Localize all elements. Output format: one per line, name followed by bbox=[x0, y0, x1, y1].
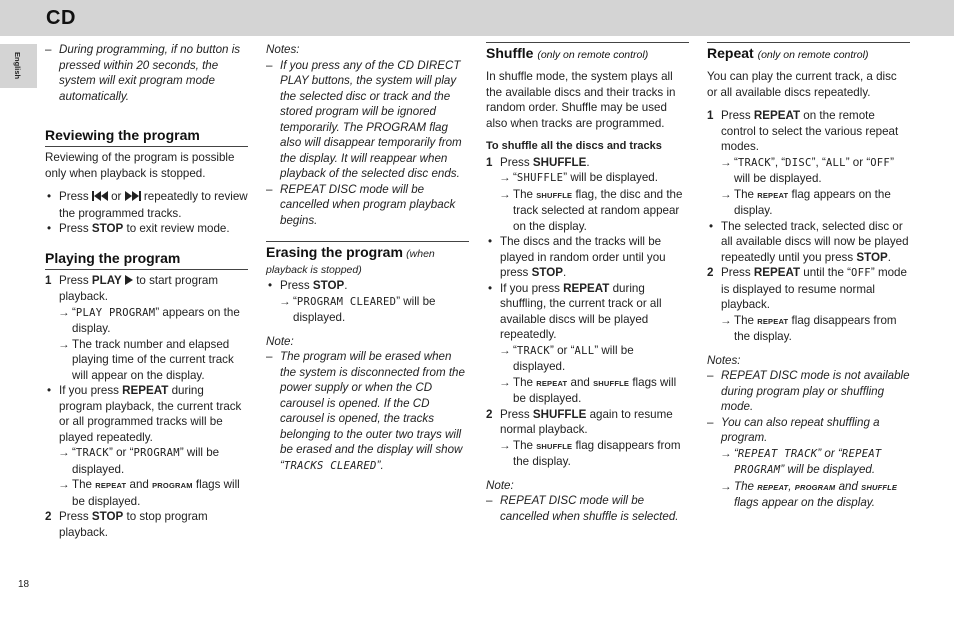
review-description: Reviewing of the program is possible only when playback is stopped. bbox=[45, 151, 235, 180]
repeat-note-2-result-1: → “REPEAT TRACK” or “REPEAT PROGRAM” will be displayed. bbox=[707, 446, 910, 479]
repeat-step-2: 2 Press REPEAT until the “OFF” mode is displayed to resume normal playback. bbox=[707, 266, 907, 311]
language-tab-label: English bbox=[13, 52, 22, 80]
notes-label: Notes: bbox=[266, 43, 300, 56]
column-4 bbox=[707, 42, 910, 511]
shuffle-step-1-result-2: → The SHUFFLE flag, the disc and the track selected at random appear on the display. bbox=[486, 187, 689, 235]
playing-step-2: 2 Press STOP to stop program playback. bbox=[45, 510, 208, 539]
shuffle-bullet-2-result-1: → “TRACK” or “ALL” will be displayed. bbox=[486, 343, 689, 375]
repeat-note-1: – REPEAT DISC mode is not available during program play or shuffling mode. bbox=[707, 368, 910, 415]
shuffle-bullet-2-result-2: → The REPEAT and SHUFFLE flags will be displayed. bbox=[486, 375, 689, 407]
repeat-step-1-result-2: → The REPEAT flag appears on the display. bbox=[707, 187, 910, 219]
note-direct-play: – If you press any of the CD DIRECT PLAY buttons, the system will play the selected disc or track and the stored program will be ignored temporarily. The PROGRAM flag also will disappear temporarily from the display. It will reappear when playback of the selected disc ends. bbox=[266, 58, 469, 182]
playing-step-1-result-1: → “PLAY PROGRAM” appears on the display. bbox=[45, 305, 248, 337]
shuffle-step-2: 2 Press SHUFFLE again to resume normal playback. bbox=[486, 407, 673, 436]
playing-step-1-result-2: → The track number and elapsed playing time of the current track will appear on the display. bbox=[45, 337, 248, 384]
repeat-notes-label: Notes: bbox=[707, 353, 741, 367]
header-bar bbox=[0, 0, 954, 36]
erasing-result: → “PROGRAM CLEARED” will be displayed. bbox=[266, 294, 469, 326]
repeat-step-1: 1 Press REPEAT on the remote control to select the various repeat modes. bbox=[707, 109, 899, 153]
erasing-subtitle-2: playback is stopped) bbox=[266, 263, 362, 276]
section-title-reviewing: Reviewing the program bbox=[45, 127, 248, 147]
playing-repeat-bullet: • If you press REPEAT during program playback, the current track or all programmed tracks will be played repeatedly. bbox=[45, 383, 248, 445]
page-title: CD bbox=[46, 7, 76, 29]
section-title-playing: Playing the program bbox=[45, 250, 248, 270]
erasing-subtitle: (when bbox=[406, 248, 435, 260]
section-title-shuffle: Shuffle (only on remote control) bbox=[486, 42, 689, 66]
shuffle-note: – REPEAT DISC mode will be cancelled when shuffle is selected. bbox=[486, 493, 689, 524]
section-title-erasing: Erasing the program bbox=[266, 244, 403, 260]
note-label: Note: bbox=[266, 334, 294, 348]
shuffle-description: In shuffle mode, the system plays all the available discs and their tracks in random order. Shuffle may be used also when tracks are programmed. bbox=[486, 70, 676, 130]
review-bullet-1: • Press or repeatedly to review the programmed tracks. bbox=[45, 189, 248, 221]
next-track-icon bbox=[125, 190, 141, 206]
shuffle-bullet-2: • If you press REPEAT during shuffling, the current track or all available discs will be played repeatedly. bbox=[486, 281, 689, 343]
repeat-step-1-result-1: → “TRACK”, “DISC”, “ALL” or “OFF” will be displayed. bbox=[707, 155, 910, 187]
playing-step-1: 1 Press PLAY to start program playback. bbox=[45, 273, 219, 303]
play-icon bbox=[125, 274, 133, 290]
language-tab bbox=[0, 44, 37, 88]
repeat-bullet: • The selected track, selected disc or all available discs will now be played repeatedly until you press STOP. bbox=[707, 219, 910, 266]
repeat-note-2: – You can also repeat shuffling a program. bbox=[707, 415, 910, 446]
shuffle-step-1-result-1: → “SHUFFLE” will be displayed. bbox=[486, 170, 689, 187]
program-timeout-note: – During programming, if no button is pressed within 20 seconds, the system will exit program mode automatically. bbox=[45, 42, 248, 104]
note-program-erased: – The program will be erased when the system is disconnected from the power supply or when the CD carousel is opened. If the CD carousel is opened, the tracks belonging to the outer two trays will be erased and the display will show “TRACKS CLEARED”. bbox=[266, 349, 469, 474]
erasing-bullet: • Press STOP. bbox=[266, 278, 469, 294]
note-repeat-disc: – REPEAT DISC mode will be cancelled when program playback begins. bbox=[266, 182, 469, 229]
shuffle-subheading: To shuffle all the discs and tracks bbox=[486, 140, 662, 152]
playing-repeat-result-2: → The REPEAT and PROGRAM flags will be displayed. bbox=[45, 477, 248, 509]
shuffle-step-1: 1 Press SHUFFLE. bbox=[486, 155, 590, 169]
column-3 bbox=[486, 42, 689, 524]
repeat-description: You can play the current track, a disc or all available discs repeatedly. bbox=[707, 70, 897, 99]
column-2 bbox=[266, 42, 469, 474]
page-number: 18 bbox=[18, 579, 30, 590]
shuffle-note-label: Note: bbox=[486, 478, 514, 492]
column-1 bbox=[45, 42, 248, 540]
section-title-repeat: Repeat (only on remote control) bbox=[707, 42, 910, 66]
shuffle-bullet-1: • The discs and the tracks will be played in random order until you press STOP. bbox=[486, 234, 689, 281]
repeat-step-2-result: → The REPEAT flag disappears from the display. bbox=[707, 313, 910, 345]
repeat-note-2-result-2: → The REPEAT, PROGRAM and SHUFFLE flags appear on the display. bbox=[707, 479, 910, 511]
previous-track-icon bbox=[92, 190, 108, 206]
review-bullet-2: • Press STOP to exit review mode. bbox=[45, 221, 248, 237]
playing-repeat-result-1: → “TRACK” or “PROGRAM” will be displayed. bbox=[45, 445, 248, 477]
shuffle-step-2-result: → The SHUFFLE flag disappears from the display. bbox=[486, 438, 689, 470]
